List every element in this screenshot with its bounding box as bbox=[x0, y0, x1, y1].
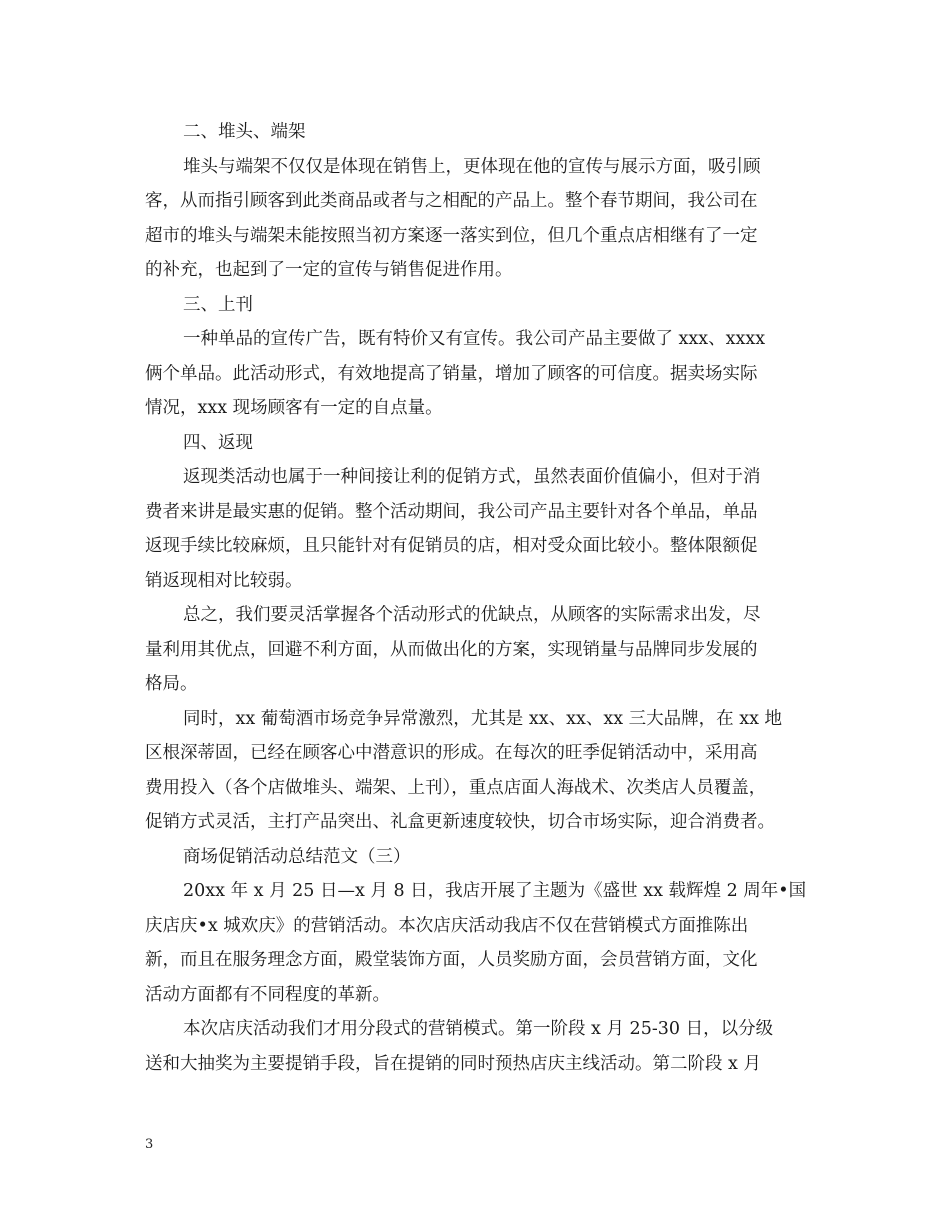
text-line: 庆店庆•x 城欢庆》的营销活动。本次店庆活动我店不仅在营销模式方面推陈出 bbox=[145, 915, 749, 936]
text-line: 四、返现 bbox=[183, 432, 253, 453]
text-line: 同时，xx 葡萄酒市场竞争异常激烈，尤其是 xx、xx、xx 三大品牌，在 xx 地 bbox=[183, 708, 783, 729]
text-line: 俩个单品。此活动形式，有效地提高了销量，增加了顾客的可信度。据卖场实际 bbox=[145, 363, 758, 384]
text-line: 返现类活动也属于一种间接让利的促销方式，虽然表面价值偏小，但对于消 bbox=[183, 467, 761, 487]
text-line: 量利用其优点，回避不利方面，从而做出化的方案，实现销量与品牌同步发展的 bbox=[145, 639, 758, 660]
document-body bbox=[145, 115, 810, 1081]
text-line: 超市的堆头与端架未能按照当初方案逐一落实到位，但几个重点店相继有了一定 bbox=[145, 225, 758, 246]
text-line: 区根深蒂固，已经在顾客心中潜意识的形成。在每次的旺季促销活动中，采用高 bbox=[145, 743, 758, 763]
text-line: 堆头与端架不仅仅是体现在销售上，更体现在他的宣传与展示方面，吸引顾 bbox=[183, 156, 761, 177]
text-line: 销返现相对比较弱。 bbox=[145, 570, 303, 591]
text-line: 费者来讲是最实惠的促销。整个活动期间，我公司产品主要针对各个单品，单品 bbox=[145, 501, 758, 522]
text-line: 费用投入（各个店做堆头、端架、上刊），重点店面人海战术、次类店人员覆盖， bbox=[145, 777, 767, 798]
text-line: 总之，我们要灵活掌握各个活动形式的优缺点，从顾客的实际需求出发，尽 bbox=[183, 605, 761, 625]
text-line: 本次店庆活动我们才用分段式的营销模式。第一阶段 x 月 25-30 日，以分级 bbox=[183, 1019, 774, 1039]
text-line: 的补充，也起到了一定的宣传与销售促进作用。 bbox=[145, 260, 513, 280]
text-line: 一种单品的宣传广告，既有特价又有宣传。我公司产品主要做了 xxx、xxxx bbox=[183, 329, 766, 349]
text-line: 新，而且在服务理念方面，殿堂装饰方面，人员奖励方面，会员营销方面，文化 bbox=[145, 950, 758, 970]
text-line: 返现手续比较麻烦，且只能针对有促销员的店，相对受众面比较小。整体限额促 bbox=[145, 536, 758, 556]
text-line: 三、上刊 bbox=[183, 294, 253, 315]
text-line: 二、堆头、端架 bbox=[183, 122, 306, 142]
text-line: 格局。 bbox=[145, 674, 198, 694]
text-line: 20xx 年 x 月 25 日—x 月 8 日，我店开展了主题为《盛世 xx 载辉煌 2 周年•国 bbox=[183, 881, 807, 901]
page-number: 3 bbox=[145, 1137, 154, 1152]
text-line: 情况，xxx 现场顾客有一定的自点量。 bbox=[145, 398, 443, 418]
text-line: 商场促销活动总结范文（三） bbox=[183, 846, 411, 867]
text-line: 客，从而指引顾客到此类商品或者与之相配的产品上。整个春节期间，我公司在 bbox=[145, 191, 758, 211]
text-line: 促销方式灵活，主打产品突出、礼盒更新速度较快，切合市场实际，迎合消费者。 bbox=[145, 812, 775, 832]
text-line: 送和大抽奖为主要提销手段，旨在提销的同时预热店庆主线活动。第二阶段 x 月 bbox=[145, 1053, 761, 1074]
text-line: 活动方面都有不同程度的革新。 bbox=[145, 984, 390, 1005]
